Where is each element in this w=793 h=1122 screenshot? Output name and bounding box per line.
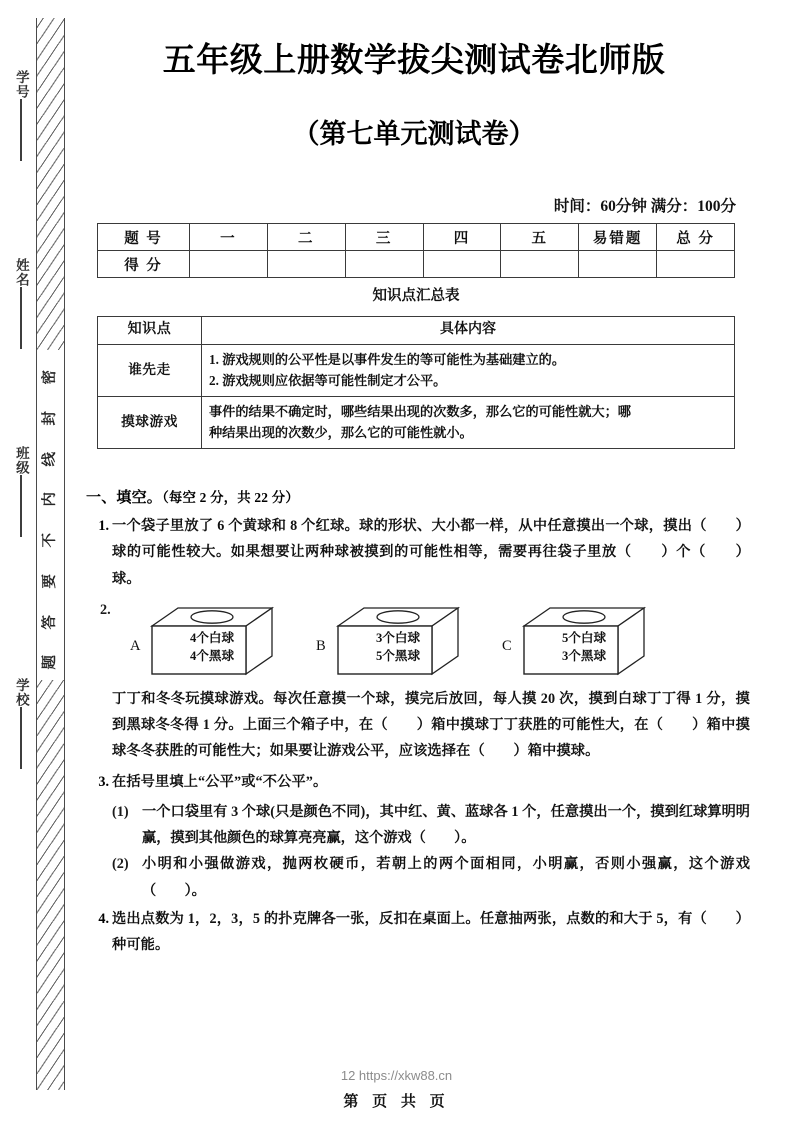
question-2-figure: [86, 598, 750, 682]
score-col-3: 四: [423, 224, 501, 251]
info-field-xuehao: [6, 70, 36, 161]
ball-box-a: [130, 606, 310, 682]
exam-meta: 时间：60分钟 满分：100分: [553, 198, 736, 215]
ball-box-a-line2: 4个黑球: [189, 648, 235, 663]
ball-box-c-line1: 5个白球: [561, 630, 607, 645]
ball-box-b: [316, 606, 496, 682]
question-2-number: 2.: [100, 601, 111, 618]
watermark: 12 https://xkw88.cn: [340, 1068, 453, 1083]
score-cell-5[interactable]: [579, 251, 657, 278]
table-row-kp-0: [98, 345, 735, 397]
kp-row-0-name: 谁先走: [98, 345, 202, 397]
question-3-text: 在括号里填上“公平”或“不公平”。: [112, 773, 328, 790]
table-row-score-values: [98, 251, 735, 278]
info-rule-xuehao: [20, 99, 21, 161]
score-cell-4[interactable]: [501, 251, 579, 278]
kp-row-1-line-0: 事件的结果不确定时，哪些结果出现的次数多，那么它的可能性就大；哪: [209, 403, 631, 419]
question-3-number: 3.: [98, 773, 109, 790]
info-rule-xuexiao: [20, 707, 21, 769]
student-info-column: [6, 18, 36, 1090]
score-row-label-1: 得 分: [98, 251, 190, 278]
question-3-sub-1-text: 一个口袋里有 3 个球(只是颜色不同)，其中红、黄、蓝球各 1 个，任意摸出一个，摸到红球算明明赢，摸到其他颜色的球算亮亮赢，这个游戏（ ）。: [142, 803, 750, 847]
score-col-6: 总 分: [657, 224, 735, 251]
kp-row-1-content: [202, 396, 735, 448]
exam-sheet: [78, 0, 778, 1122]
question-3-sub-1: [112, 799, 750, 852]
question-2-number-spacer: [86, 686, 112, 765]
score-col-4: 五: [501, 224, 579, 251]
info-field-banji: [6, 446, 36, 537]
info-label-xuexiao: 学校: [13, 678, 29, 707]
kp-header-1: 具体内容: [202, 317, 735, 345]
kp-header-0: 知识点: [98, 317, 202, 345]
box-3d-icon: [520, 606, 650, 680]
info-rule-xingming: [20, 287, 21, 349]
seal-char-5: 要: [42, 573, 59, 589]
question-3-sub-2-text: 小明和小强做游戏，抛两枚硬币，若朝上的两个面相同，小明赢，否则小强赢，这个游戏（ ）。: [142, 856, 750, 899]
ball-box-a-letter: A: [130, 637, 141, 654]
info-field-xingming: [6, 258, 36, 349]
question-body: [86, 486, 750, 962]
score-cell-1[interactable]: [267, 251, 345, 278]
question-1-text: 一个袋子里放了 6 个黄球和 8 个红球。球的形状、大小都一样，从中任意摸出一个球，摸出（ ）球的可能性较大。如果想要让两种球被摸到的可能性相等，需要再往袋子里放（ ）个（ ）球。: [112, 518, 750, 587]
score-row-label-0: 题 号: [98, 224, 190, 251]
question-4: [86, 906, 750, 959]
question-4-text: 选出点数为 1，2，3，5 的扑克牌各一张，反扣在桌面上。任意抽两张，点数的和大于 5，有（ ）种可能。: [112, 910, 750, 954]
seal-char-4: 不: [42, 533, 59, 548]
score-cell-3[interactable]: [423, 251, 501, 278]
info-rule-banji: [20, 475, 21, 537]
seal-char-2: 线: [42, 451, 59, 467]
score-col-1: 二: [267, 224, 345, 251]
kp-row-0-line-0: 1. 游戏规则的公平性是以事件发生的等可能性为基础建立的。: [209, 352, 566, 367]
question-1-number: 1.: [98, 518, 109, 534]
kp-row-0-content: [202, 345, 735, 397]
ball-box-c-letter: C: [502, 637, 512, 654]
section-one-heading: [86, 486, 750, 507]
seal-char-6: 答: [42, 614, 59, 630]
score-table: [97, 223, 735, 278]
page-footer: 第 页 共 页: [343, 1094, 450, 1110]
question-3-sub-1-number: (1): [112, 803, 129, 820]
question-1: [86, 513, 750, 592]
section-one-title: 一、填空。: [86, 490, 163, 506]
question-2: [86, 686, 750, 765]
score-col-2: 三: [345, 224, 423, 251]
page-subtitle: （第七单元测试卷）: [292, 119, 536, 149]
table-row-kp-1: [98, 396, 735, 448]
knowledge-point-table: [97, 316, 735, 449]
table-row-score-header: [98, 224, 735, 251]
table-row-kp-header: [98, 317, 735, 345]
kp-row-0-line-1: 2. 游戏规则应依据等可能性制定才公平。: [209, 373, 447, 389]
seal-line-caption: [37, 370, 64, 670]
knowledge-table-heading: 知识点汇总表: [372, 288, 460, 304]
kp-row-1-line-1: 种结果出现的次数少，那么它的可能性就小。: [209, 425, 473, 441]
score-col-0: 一: [190, 224, 268, 251]
ball-box-c-line2: 3个黑球: [561, 648, 607, 663]
kp-row-1-name: 摸球游戏: [98, 396, 202, 448]
ball-box-c: [502, 606, 682, 682]
question-2-text: 丁丁和冬冬玩摸球游戏。每次任意摸一个球，摸完后放回，每人摸 20 次，摸到白球丁丁得 1 分，摸到黑球冬冬得 1 分。上面三个箱子中，在（ ）箱中摸球丁丁获胜的可能性大，在（ ）箱中摸球冬冬获胜的可能性大；如果要让游戏公平，应该选择在（ ）箱中摸球。: [112, 690, 750, 760]
info-label-xingming: 姓名: [13, 258, 29, 287]
seal-char-0: 密: [42, 370, 59, 385]
ball-box-b-line2: 5个黑球: [375, 648, 421, 663]
info-field-xuexiao: [6, 678, 36, 769]
seal-char-3: 内: [42, 492, 59, 507]
box-3d-icon: [148, 606, 278, 680]
score-cell-2[interactable]: [345, 251, 423, 278]
ball-box-a-line1: 4个白球: [189, 630, 235, 645]
info-label-banji: 班级: [13, 446, 29, 475]
question-3-sub-2-number: (2): [112, 856, 129, 873]
box-3d-icon: [334, 606, 464, 680]
question-4-number: 4.: [98, 910, 109, 927]
section-one-points: （每空 2 分，共 22 分）: [162, 490, 299, 505]
score-cell-0[interactable]: [190, 251, 268, 278]
question-3-sub-2: [112, 851, 750, 904]
seal-char-1: 封: [42, 410, 59, 426]
info-label-xuehao: 学号: [13, 70, 29, 99]
page-title: 五年级上册数学拔尖测试卷北师版: [162, 43, 666, 79]
seal-char-7: 题: [42, 655, 59, 670]
ball-box-b-letter: B: [316, 637, 326, 654]
question-3: [86, 769, 750, 795]
ball-box-b-line1: 3个白球: [375, 630, 421, 645]
score-cell-6[interactable]: [657, 251, 735, 278]
score-col-5: 易错题: [579, 224, 657, 251]
